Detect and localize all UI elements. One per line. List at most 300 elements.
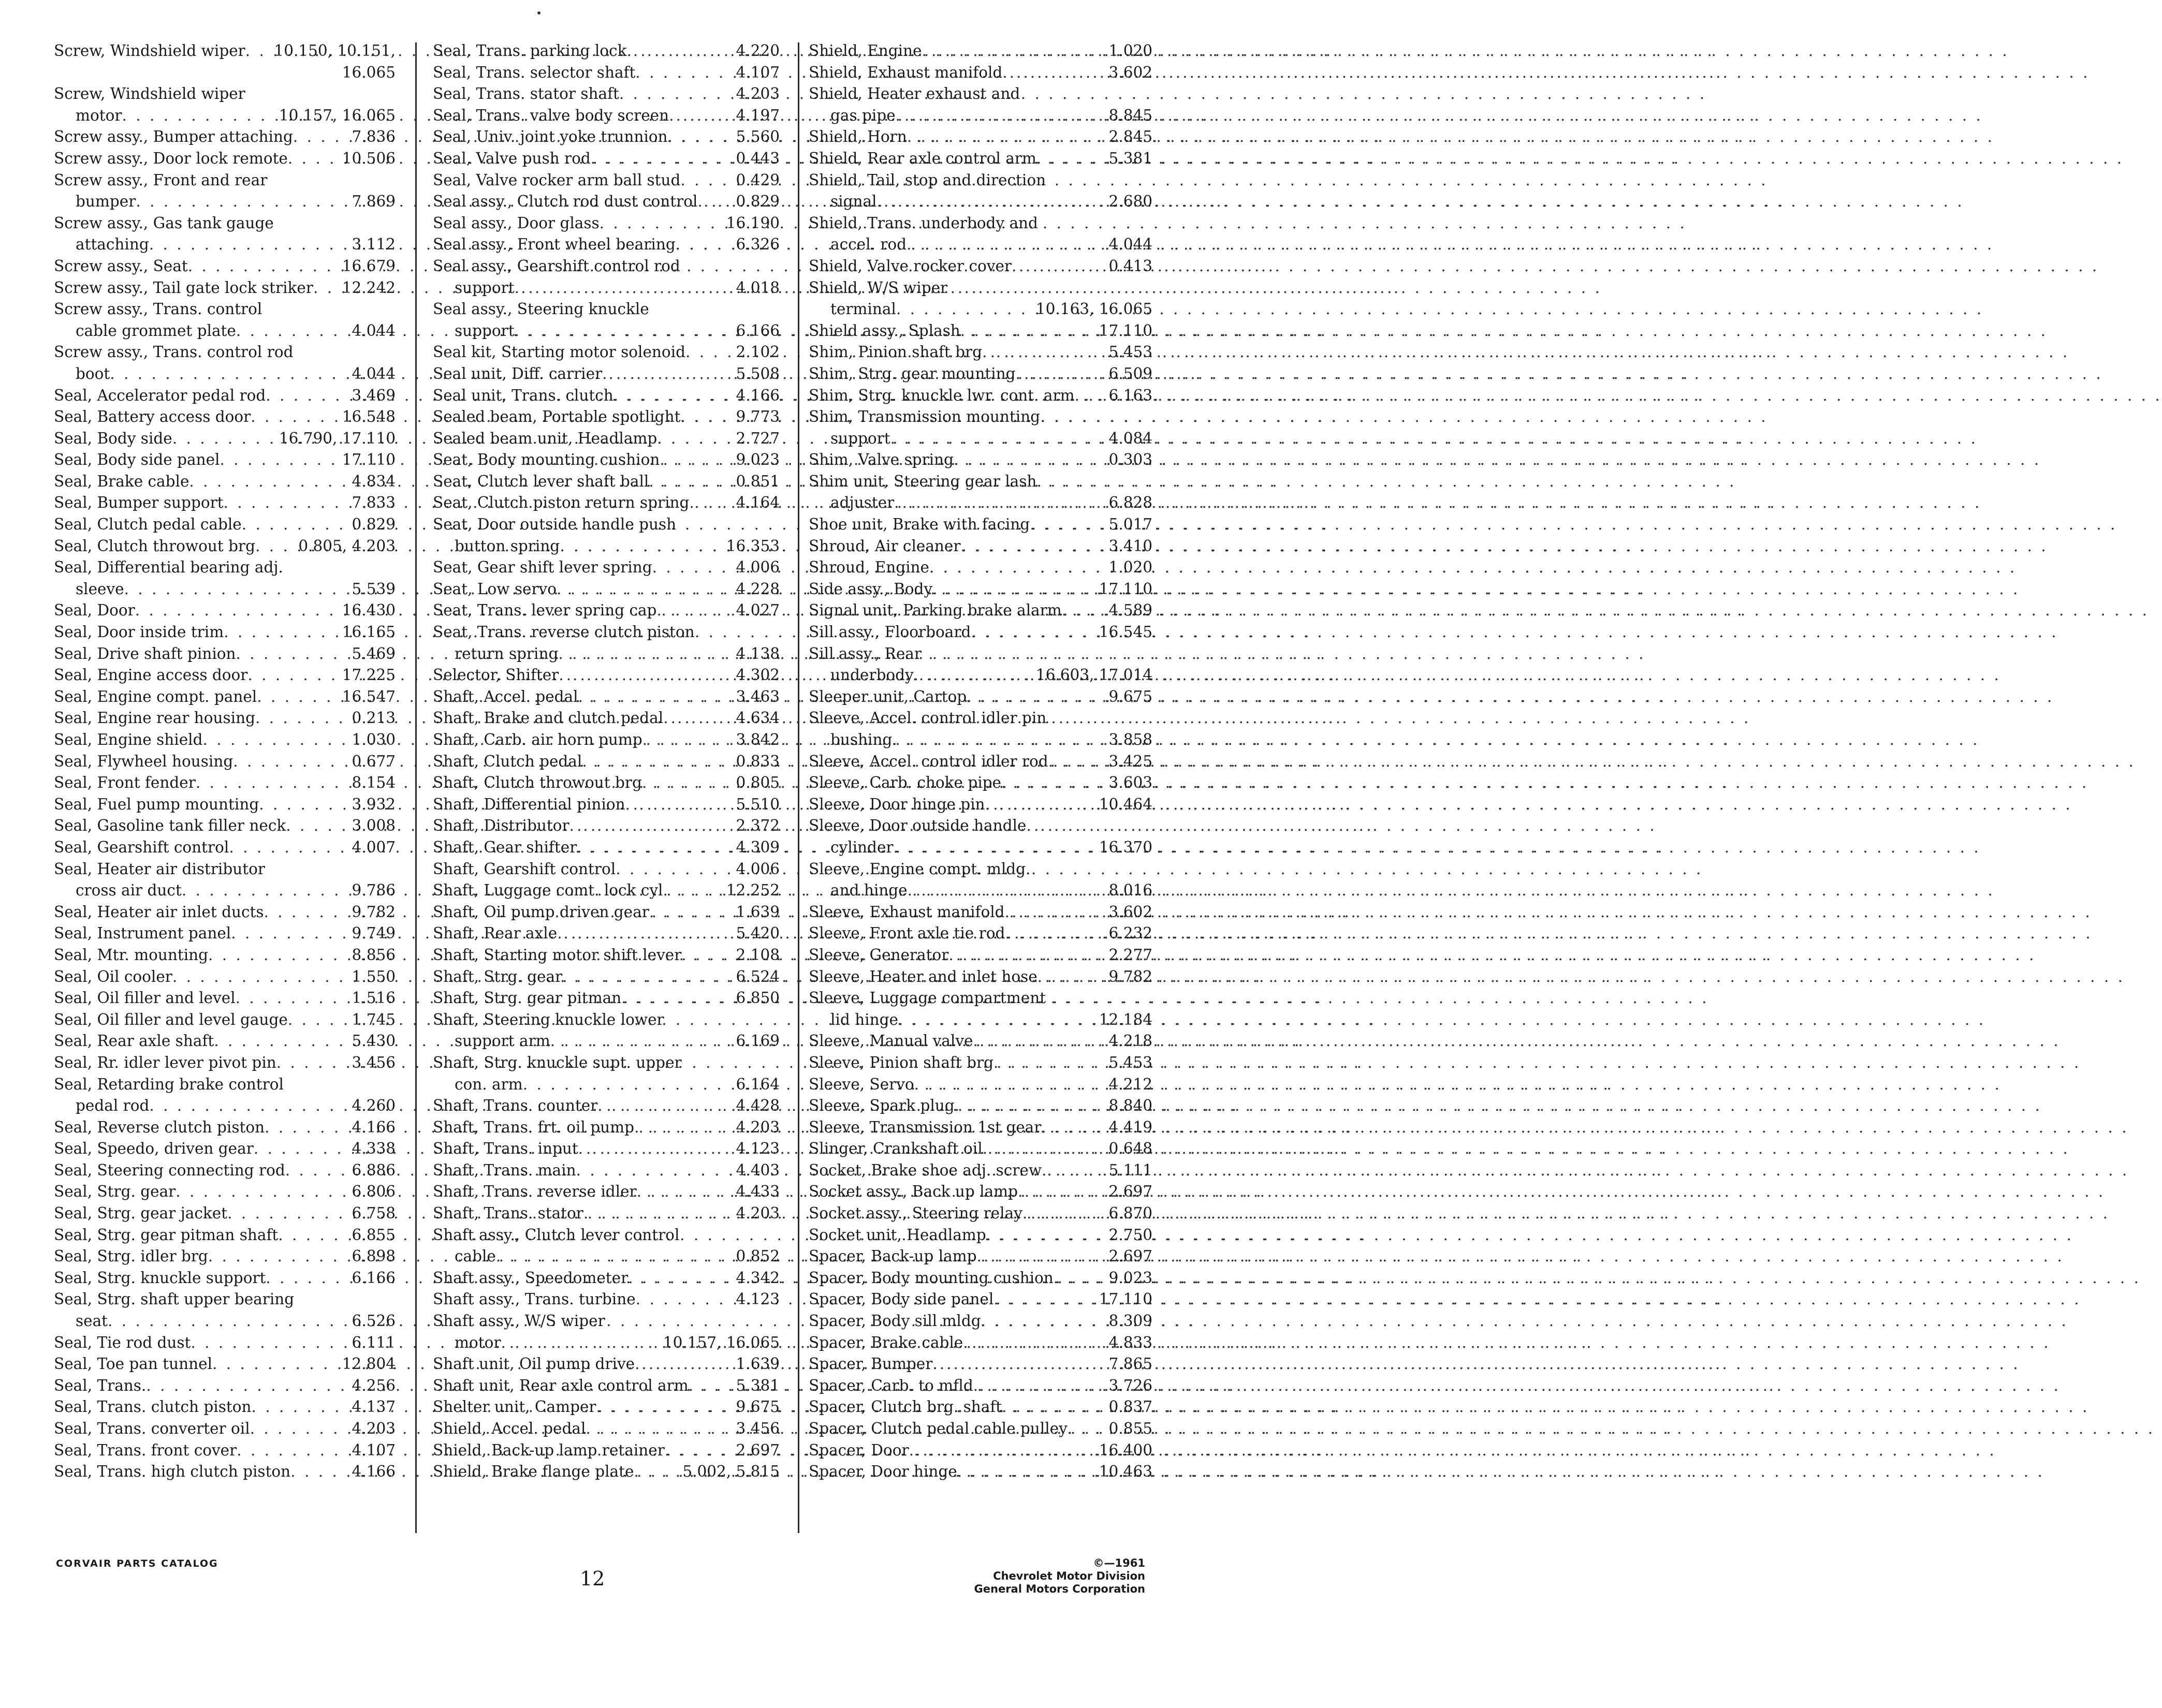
page-reference: 0.213: [352, 709, 396, 727]
page-reference: 12.252: [726, 881, 780, 900]
entry-name: Seat, Door outside handle push: [433, 516, 677, 534]
leader-dots: [557, 579, 733, 600]
leader-dots: [108, 1311, 349, 1332]
page-reference: 5.381: [1108, 149, 1152, 167]
leader-dots: [635, 1353, 733, 1375]
index-entry: [809, 1160, 1152, 1182]
leader-dots: [963, 1332, 1105, 1354]
entry-name-continued: support: [830, 429, 890, 447]
entry-name-continued: attaching: [76, 235, 149, 254]
entry-name: Shaft, Trans. reverse idler: [433, 1183, 637, 1201]
entry-name-continued: bushing: [830, 731, 893, 748]
index-entry: [809, 815, 1152, 858]
leader-dots: [894, 492, 1105, 514]
entry-name: Shaft, Brake and clutch pedal: [433, 709, 664, 727]
leader-dots: [242, 514, 349, 536]
index-entry: [433, 1009, 780, 1052]
index-entry: [809, 1074, 1152, 1096]
index-entry: [809, 794, 1152, 816]
entry-name: Seal, Steering connecting rod: [54, 1161, 285, 1179]
page-reference: 2.697: [736, 1441, 780, 1459]
leader-dots: [1022, 1203, 1106, 1225]
page-reference: 16.370: [1099, 838, 1152, 856]
entry-name: Sleeve, Carb. choke pipe: [809, 774, 1001, 792]
entry-name: Seat, Clutch piston return spring: [433, 494, 690, 512]
entry-name-continued: lid hinge: [830, 1010, 898, 1028]
page-reference: 3.469: [352, 386, 396, 404]
entry-name: Seal, Fuel pump mounting: [54, 795, 259, 813]
entry-name: Seal, Reverse clutch piston: [54, 1118, 265, 1136]
leader-dots: [523, 1074, 733, 1096]
entry-name: Seal, Drive shaft pinion: [54, 644, 236, 662]
leader-dots: [1012, 256, 1106, 277]
index-entry: [433, 1353, 780, 1375]
entry-name: Shaft, Trans. stator: [433, 1204, 583, 1223]
page-reference: 4.084: [1108, 429, 1152, 447]
page-reference: 5.111: [1108, 1161, 1152, 1179]
index-entry: [433, 988, 780, 1009]
page-reference: 12.242: [342, 278, 396, 297]
page-reference: 1.639: [736, 903, 780, 921]
leader-dots: [890, 428, 1106, 450]
entry-name: Seal, Accelerator pedal rod: [54, 386, 266, 404]
leader-dots: [1068, 1418, 1106, 1440]
index-entry: [809, 1268, 1152, 1289]
entry-name: Socket unit, Headlamp: [809, 1226, 986, 1244]
index-entry: [54, 1440, 396, 1462]
index-entry: [809, 342, 1152, 363]
index-entry: [54, 1396, 396, 1418]
index-entry: [433, 729, 780, 751]
index-entry: [433, 923, 780, 945]
index-entry: [809, 1095, 1152, 1117]
leader-dots: [586, 1418, 733, 1440]
leader-dots: [680, 406, 733, 428]
index-entry: [433, 686, 780, 708]
leader-dots: [220, 449, 339, 471]
leader-dots: [613, 385, 733, 407]
index-entry: [54, 385, 396, 407]
index-entry: [433, 902, 780, 923]
leader-dots: [960, 320, 1096, 342]
page-reference: 5.017: [1108, 516, 1152, 534]
leader-dots: [652, 557, 733, 579]
entry-name: Screw, Windshield wiper: [54, 85, 245, 103]
page-reference: 10.464: [1099, 795, 1152, 813]
page-reference: 6.509: [1108, 364, 1152, 382]
entry-name-continued: support: [455, 321, 515, 340]
page-reference: 9.782: [1108, 967, 1152, 985]
entry-name: Shim, Transmission mounting: [809, 408, 1041, 426]
index-entry: [54, 923, 396, 945]
entry-name: Spacer, Clutch pedal cable pulley: [809, 1420, 1068, 1437]
index-entry: [54, 406, 396, 428]
entry-name: Sill assy., Rear: [809, 644, 922, 662]
leader-dots: [1042, 1160, 1105, 1182]
index-entry: [54, 1203, 396, 1225]
page-reference: 0.829: [736, 193, 780, 211]
entry-name: Screw assy., Trans. control: [54, 300, 262, 318]
leader-dots: [1018, 1181, 1106, 1203]
index-entry: [433, 1138, 780, 1160]
page-reference: 16.165: [342, 623, 396, 641]
leader-dots: [122, 105, 275, 127]
page-reference: 3.410: [1108, 537, 1152, 555]
page-reference: 4.006: [736, 860, 780, 878]
index-entry: [433, 945, 780, 966]
leader-dots: [689, 1375, 733, 1397]
index-entry: [433, 234, 780, 256]
page-reference: 6.524: [736, 967, 780, 985]
entry-name: Shaft, Trans. counter: [433, 1097, 598, 1115]
leader-dots: [681, 945, 733, 966]
page-reference: 0.805, 4.203: [298, 537, 396, 555]
page-reference: 2.697: [1108, 1247, 1152, 1265]
index-entry: [433, 859, 780, 880]
page-reference: 1.516: [352, 989, 396, 1007]
entry-name: Shaft, Clutch pedal: [433, 752, 582, 770]
entry-name-continued: con. arm: [455, 1075, 523, 1093]
page-reference: 10.157, 16.065: [279, 106, 396, 124]
page-reference: 3.463: [736, 687, 780, 705]
entry-name: Shield, Exhaust manifold: [809, 63, 1003, 81]
entry-name: Seat, Gear shift lever spring: [433, 558, 652, 577]
page-reference: 0.855: [1108, 1420, 1152, 1437]
leader-dots: [182, 880, 349, 902]
leader-dots: [685, 342, 733, 363]
page-reference: 9.675: [736, 1398, 780, 1416]
entry-name: Seal, Instrument panel: [54, 924, 231, 943]
page-reference: 4.027: [736, 601, 780, 620]
leader-dots: [625, 794, 733, 816]
leader-dots: [562, 966, 733, 988]
page-reference: 16.603, 17.014: [1035, 666, 1152, 684]
leader-dots: [257, 686, 339, 708]
index-entry: [54, 40, 396, 83]
entry-name: Sill assy., Floorboard: [809, 623, 971, 641]
leader-dots: [591, 148, 733, 170]
leader-dots: [582, 751, 733, 773]
index-entry: [433, 880, 780, 902]
leader-dots: [642, 772, 733, 794]
page-reference: 12.804: [342, 1355, 396, 1373]
leader-dots: [1002, 62, 1105, 84]
page-reference: 6.526: [352, 1312, 396, 1330]
leader-dots: [176, 1181, 348, 1203]
leader-dots: [669, 105, 733, 127]
page-reference: 10.506: [342, 149, 396, 167]
entry-name: Spacer, Brake cable: [809, 1333, 963, 1351]
leader-dots: [251, 406, 339, 428]
entry-name: Shield, Brake flange plate: [433, 1463, 634, 1481]
entry-name: Seal, Strg. gear: [54, 1183, 176, 1201]
page-reference: 0.851: [736, 472, 780, 490]
entry-name: Spacer, Door hinge: [809, 1463, 957, 1481]
index-entry: [54, 729, 396, 751]
leader-dots: [278, 1225, 348, 1246]
leader-dots: [288, 1009, 349, 1031]
leader-dots: [636, 1289, 733, 1311]
index-entry: [54, 428, 396, 450]
page-reference: 7.833: [352, 494, 396, 512]
index-entry: [809, 1052, 1152, 1074]
index-entry: [54, 1353, 396, 1375]
leader-dots: [560, 536, 723, 557]
entry-name-continued: sleeve: [76, 580, 124, 598]
index-entry: [54, 794, 396, 816]
column-divider: [415, 42, 417, 1533]
page-reference: 9.023: [1108, 1269, 1152, 1287]
leader-dots: [229, 837, 348, 859]
index-entry: [809, 40, 1152, 62]
entry-name: Seal, Heater air distributor: [54, 860, 265, 878]
page-reference: 5.381: [736, 1376, 780, 1394]
leader-dots: [578, 686, 733, 708]
leader-dots: [293, 126, 349, 148]
entry-name: Shaft, Distributor: [433, 817, 569, 835]
entry-name: Seal, Heater air inlet ducts: [54, 903, 264, 921]
index-entry: [809, 514, 1152, 536]
leader-dots: [236, 643, 349, 665]
leader-dots: [649, 471, 733, 493]
entry-name: Spacer, Door: [809, 1441, 909, 1459]
page-reference: 16.353: [726, 537, 780, 555]
index-entry: [54, 256, 396, 277]
index-entry: [433, 471, 780, 493]
leader-dots: [136, 191, 348, 213]
index-entry: [809, 945, 1152, 966]
index-entry: [809, 708, 1152, 750]
page-reference: 3.456: [352, 1053, 396, 1071]
leader-dots: [689, 492, 733, 514]
page-reference: 6.850: [736, 989, 780, 1007]
entry-name-continued: support: [455, 278, 515, 297]
entry-name: Side assy., Body: [809, 580, 933, 598]
index-entry: [433, 708, 780, 729]
index-entry: [809, 256, 1152, 277]
page-reference: 4.006: [736, 558, 780, 577]
entry-name: Shroud, Air cleaner: [809, 537, 961, 555]
page-reference: 4.044: [352, 364, 396, 382]
index-entry: [54, 1418, 396, 1440]
index-entry: [54, 557, 396, 600]
page-reference: 4.228: [736, 580, 780, 598]
page-reference: 6.326: [736, 235, 780, 254]
entry-name: Screw assy., Front and rear: [54, 171, 268, 189]
entry-name: Shaft, Luggage comt. lock cyl: [433, 881, 663, 900]
entry-name: Shaft, Oil pump driven gear: [433, 903, 649, 921]
entry-name: Seat, Low servo: [433, 580, 557, 598]
entry-name: Shaft, Gear shifter: [433, 838, 577, 856]
index-entry: [54, 514, 396, 536]
page-reference: 0.429: [736, 171, 780, 189]
entry-name-continued: cable: [455, 1247, 496, 1265]
leader-dots: [250, 1418, 349, 1440]
entry-name: Shield, Valve rocker cover: [809, 257, 1012, 275]
leader-dots: [657, 428, 733, 450]
page-reference: 1.745: [352, 1010, 396, 1028]
entry-name: Shim, Pinion shaft brg: [809, 343, 982, 361]
index-entry: [809, 1181, 1152, 1203]
page-reference: 8.016: [1108, 881, 1152, 900]
leader-dots: [1036, 148, 1106, 170]
entry-name: Screw, Windshield wiper: [54, 42, 245, 60]
entry-name-continued: motor: [455, 1333, 501, 1351]
leader-dots: [189, 471, 348, 493]
leader-dots: [135, 600, 339, 622]
page-reference: 4.634: [736, 709, 780, 727]
entry-name: Seal, Differential bearing adj.: [54, 558, 283, 577]
index-entry: [809, 213, 1152, 256]
index-entry: [433, 815, 780, 837]
entry-name: Seal, Univ. joint yoke trunnion: [433, 128, 668, 146]
index-entry: [433, 1225, 780, 1268]
page-reference: 6.164: [736, 1075, 780, 1093]
page-reference: 4.166: [352, 1118, 396, 1136]
leader-dots: [237, 1440, 348, 1462]
page-reference: 5.002, 5.815: [682, 1463, 780, 1481]
page-reference: 17.110: [342, 451, 396, 469]
index-entry: [54, 277, 396, 299]
page-reference: 4.203: [736, 1204, 780, 1223]
index-entry: [54, 708, 396, 729]
entry-name-continued: button spring: [455, 537, 560, 555]
entry-name: Seal, Trans. front cover: [54, 1441, 237, 1459]
index-column-1: [54, 40, 396, 1483]
leader-dots: [290, 1461, 348, 1483]
page-reference: 6.232: [1108, 924, 1152, 943]
page-reference: 0.833: [736, 752, 780, 770]
leader-dots: [961, 536, 1106, 557]
leader-dots: [266, 1268, 348, 1289]
entry-name: Shaft unit, Oil pump drive: [433, 1355, 635, 1373]
leader-dots: [496, 1246, 733, 1268]
entry-name: Shield, Heater exhaust and: [809, 85, 1020, 103]
index-entry: [809, 1225, 1152, 1246]
index-entry: [433, 363, 780, 385]
leader-dots: [247, 665, 339, 686]
leader-dots: [124, 579, 349, 600]
entry-name-continued: bumper: [76, 193, 136, 211]
index-entry: [433, 449, 780, 471]
entry-name: Spacer, Back-up lamp: [809, 1247, 977, 1265]
entry-name-continued: accel. rod: [830, 235, 907, 254]
page-reference: 16.548: [342, 408, 396, 426]
entry-name: Sleeve, Engine compt. mldg.: [809, 860, 1031, 878]
entry-name: Sealed beam, Portable spotlight: [433, 408, 681, 426]
entry-name: Shield, Back-up lamp retainer: [433, 1441, 665, 1459]
entry-name: Shim, Valve spring: [809, 451, 954, 469]
entry-name: Sleeve, Luggage compartment: [809, 989, 1046, 1007]
leader-dots: [597, 1095, 733, 1117]
page-reference: 4.164: [736, 494, 780, 512]
page-reference: 5.469: [352, 644, 396, 662]
page-reference: 7.869: [352, 193, 396, 211]
page-reference: 6.828: [1108, 494, 1152, 512]
leader-dots: [208, 1246, 349, 1268]
entry-name: Seal assy., Clutch rod dust control: [433, 193, 698, 211]
leader-dots: [908, 880, 1106, 902]
page-reference: 8.154: [352, 774, 396, 792]
leader-dots: [1062, 600, 1106, 622]
entry-name: Sleeve, Manual valve: [809, 1032, 973, 1050]
index-entry: [433, 170, 780, 192]
entry-name: Screw assy., Seat: [54, 257, 188, 275]
index-entry: [54, 966, 396, 988]
index-entry: [54, 1246, 396, 1268]
leader-dots: [982, 342, 1106, 363]
leader-dots: [898, 1009, 1096, 1031]
page-reference-continued: 16.065: [342, 63, 396, 81]
page-reference: 2.845: [1108, 128, 1152, 146]
page-reference: 4.107: [736, 63, 780, 81]
page-number: 12: [580, 1567, 605, 1590]
page-reference: 4.166: [352, 1463, 396, 1481]
index-entry: [809, 988, 1152, 1030]
leader-dots: [626, 40, 733, 62]
entry-name: Seal, Clutch throwout brg: [54, 537, 256, 555]
entry-name: Seal, Trans. selector shaft: [433, 63, 636, 81]
entry-name: Seal unit, Diff. carrier: [433, 364, 603, 382]
page-reference: 16.190: [726, 214, 780, 232]
page-reference: 16.679: [342, 257, 396, 275]
entry-name: Sleeve, Front axle tie rod: [809, 924, 1005, 943]
page-reference: 7.836: [352, 128, 396, 146]
entry-name: Shaft, Differential pinion: [433, 795, 625, 813]
index-entry: [54, 622, 396, 643]
leader-dots: [212, 1353, 339, 1375]
page-reference: 17.110: [1099, 1290, 1152, 1308]
index-entry: [433, 837, 780, 859]
entry-name: Spacer, Clutch brg. shaft: [809, 1398, 1002, 1416]
page-reference: 0.648: [1108, 1140, 1152, 1158]
index-entry: [809, 772, 1152, 794]
index-entry: [809, 363, 1152, 385]
index-entry: [54, 449, 396, 471]
leader-dots: [994, 1289, 1095, 1311]
index-entry: [54, 1375, 396, 1397]
index-entry: [433, 62, 780, 84]
index-entry: [433, 1311, 780, 1353]
index-entry: [809, 1246, 1152, 1268]
entry-name: Seal, Trans. clutch piston: [54, 1398, 252, 1416]
entry-name: Seal, Strg. gear jacket: [54, 1204, 228, 1223]
page-reference: 0.443: [736, 149, 780, 167]
entry-name: Spacer, Body mounting cushion: [809, 1269, 1054, 1287]
index-entry: [809, 1030, 1152, 1052]
index-entry: [809, 62, 1152, 84]
page-reference: 10.157, 16.065: [663, 1333, 780, 1351]
index-entry: [54, 751, 396, 773]
page-reference: 17.225: [342, 666, 396, 684]
catalog-title: CORVAIR PARTS CATALOG: [56, 1558, 218, 1569]
leader-dots: [602, 363, 733, 385]
index-column-2: [433, 40, 780, 1483]
leader-dots: [224, 492, 349, 514]
page-reference: 4.218: [1108, 1032, 1152, 1050]
entry-name: Signal unit, Parking brake alarm: [809, 601, 1062, 620]
leader-dots: [619, 83, 733, 105]
leader-dots: [983, 1138, 1106, 1160]
entry-name: Seat, Trans. reverse clutch piston: [433, 623, 695, 641]
page-reference: 4.203: [736, 1118, 780, 1136]
index-entry: [54, 1181, 396, 1203]
page-reference: 6.758: [352, 1204, 396, 1223]
index-entry: [809, 1461, 1152, 1483]
page-reference: 5.453: [1108, 1053, 1152, 1071]
entry-name: Sealed beam unit, Headlamp: [433, 429, 658, 447]
page-reference: 0.303: [1108, 451, 1152, 469]
